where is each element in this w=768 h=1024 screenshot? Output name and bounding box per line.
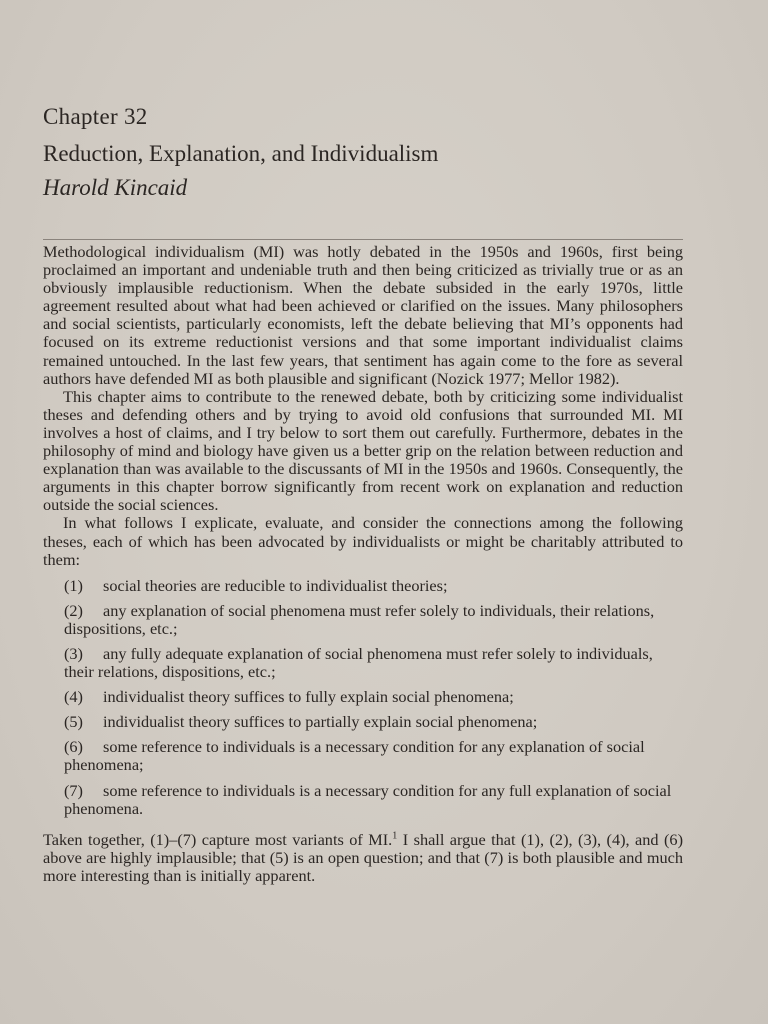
chapter-author: Harold Kincaid xyxy=(43,175,188,200)
thesis-item xyxy=(64,602,683,638)
thesis-item xyxy=(64,577,683,595)
theses-lead-paragraph: In what follows I explicate, evaluate, and consider the connections among the following theses, each of which has been advocated by individualists or might be charitably attributed to them: xyxy=(43,513,683,569)
chapter-number: Chapter 32 xyxy=(43,104,148,129)
chapter-body xyxy=(43,243,683,885)
thesis-number: (1) xyxy=(64,575,83,595)
thesis-text: some reference to individuals is a necessary condition for any full explanation of social phenomena. xyxy=(64,780,672,818)
thesis-number: (7) xyxy=(64,780,83,800)
thesis-text: some reference to individuals is a necessary condition for any explanation of social phenomena; xyxy=(64,737,645,775)
thesis-number: (3) xyxy=(64,643,83,663)
thesis-list xyxy=(43,577,683,818)
chapter-heading xyxy=(43,102,438,203)
thesis-text: any explanation of social phenomena must refer solely to individuals, their relations, dispositions, etc.; xyxy=(64,600,655,638)
thesis-text: individualist theory suffices to partially explain social phenomena; xyxy=(103,712,538,732)
thesis-item xyxy=(64,738,683,774)
aims-paragraph: This chapter aims to contribute to the renewed debate, both by criticizing some individualist theses and defending others and by trying to avoid old confusions that surrounded MI. MI involves a host of claims, and I try below to sort them out carefully. Furthermore, debates in the philosophy of mind and biology have given us a better grip on the relation between reduction and explanation than was available to the discussants of MI in the 1950s and 1960s. Consequently, the arguments in this chapter borrow significantly from recent work on explanation and reduction outside the social sciences. xyxy=(43,386,683,515)
thesis-text: social theories are reducible to individualist theories; xyxy=(103,575,448,595)
thesis-item xyxy=(64,782,683,818)
closing-paragraph xyxy=(43,831,683,885)
thesis-number: (2) xyxy=(64,600,83,620)
thesis-text: any fully adequate explanation of social phenomena must refer solely to individuals, their relations, dispositions, etc.; xyxy=(64,643,653,682)
chapter-title: Reduction, Explanation, and Individualism xyxy=(43,141,439,166)
thesis-number: (6) xyxy=(64,737,83,757)
thesis-text: individualist theory suffices to fully explain social phenomena; xyxy=(103,687,514,707)
closing-text-start: Taken together, (1)–(7) capture most variants of MI. xyxy=(43,829,393,849)
thesis-item xyxy=(64,645,683,681)
thesis-number: (4) xyxy=(64,687,83,707)
closing-text-end: I shall argue that (1), (2), (3), (4), and (6) above are highly implausible; that (5) is an open question; and that (7) is both plausible and much more interesting than is initially apparent. xyxy=(43,829,683,885)
thesis-number: (5) xyxy=(64,712,83,732)
heading-divider xyxy=(43,239,683,240)
thesis-item xyxy=(64,688,683,706)
thesis-item xyxy=(64,713,683,731)
intro-paragraph: Methodological individualism (MI) was hotly debated in the 1950s and 1960s, first being proclaimed an important and undeniable truth and then being criticized as trivially true or as an obviously implausible reductionism. When the debate subsided in the early 1970s, little agreement resulted about what had been achieved or clarified on the issues. Many philosophers and social scientists, particularly economists, left the debate believing that MI’s opponents had focused on its extreme reductionist versions and that some important individualist claims remained untouched. In the last few years, that sentiment has again come to the fore as several authors have defended MI as both plausible and significant (Nozick 1977; Mellor 1982). xyxy=(43,242,683,388)
footnote-marker[interactable]: 1 xyxy=(392,830,398,842)
